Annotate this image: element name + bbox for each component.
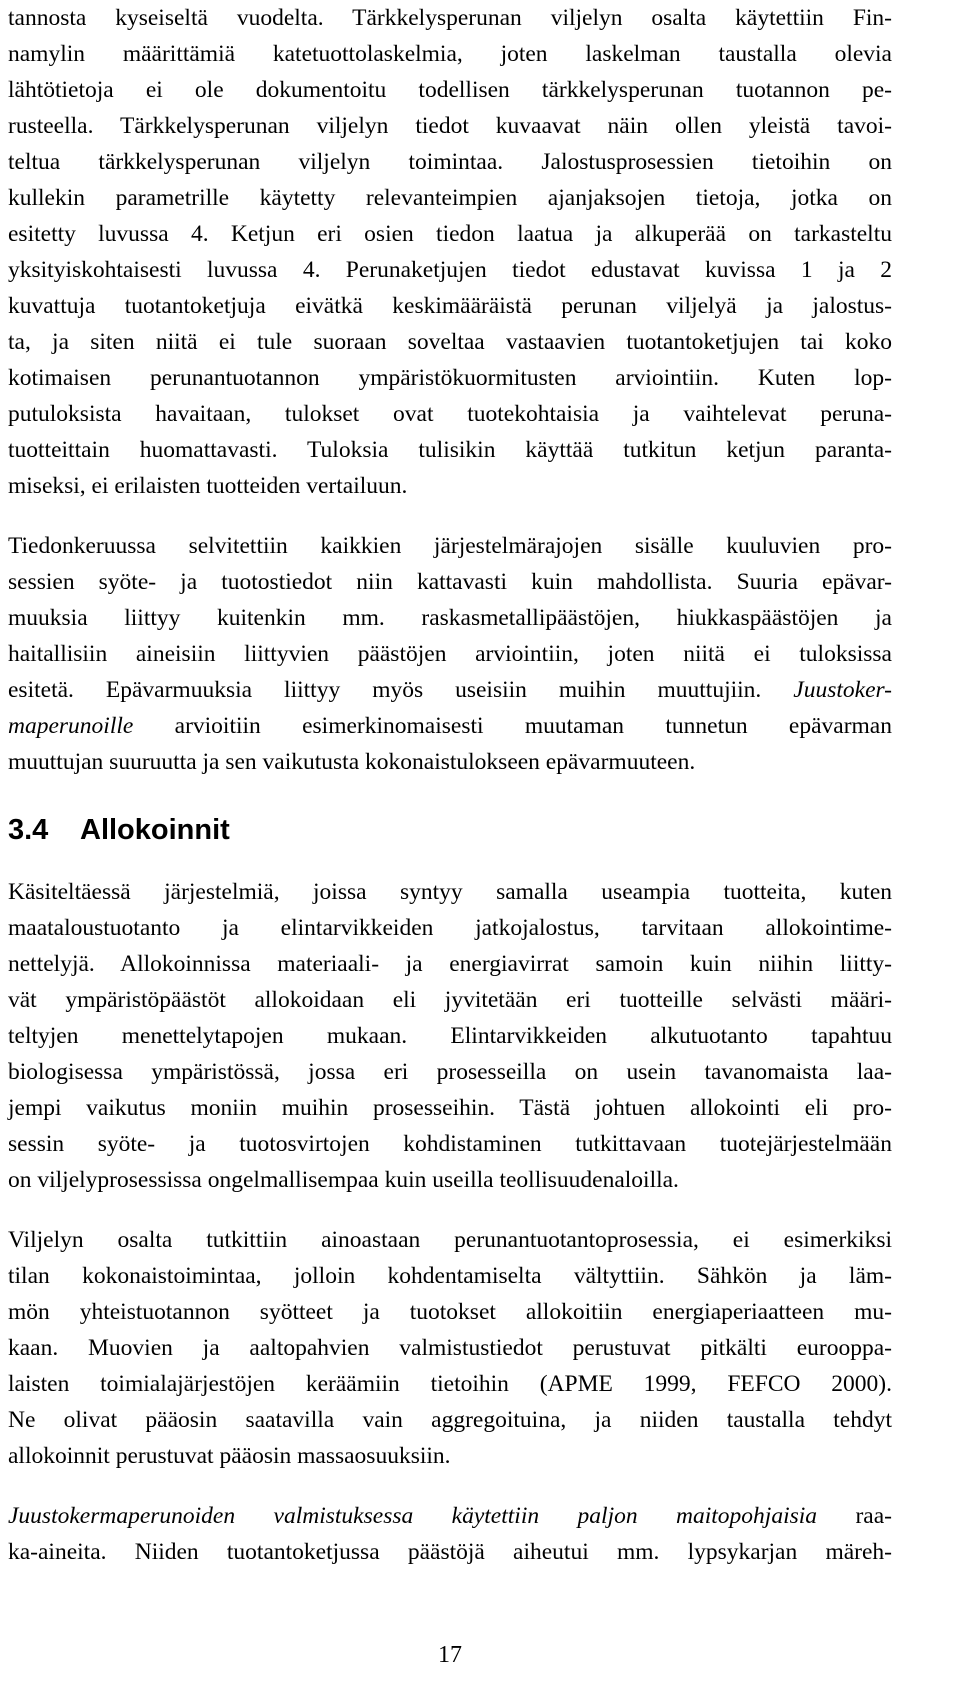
section-number: 3.4 [8,814,49,846]
text-line: ka-aineita. Niiden tuotantoketjussa päästöjä aiheutui mm. lypsykarjan märeh- [8,1539,892,1565]
text-line: lähtötietoja ei ole dokumentoitu todellisen tärkkelysperunan tuotannon pe- [8,77,892,103]
text-line: kuvattuja tuotantoketjuja eivätkä keskimääräistä perunan viljelyä ja jalostus- [8,293,892,319]
text-line: haitallisiin aineisiin liittyvien päästöjen arviointiin, joten niitä ei tuloksissa [8,641,892,667]
italic-text: Juustoker- [793,677,893,703]
text-line [8,1498,892,1534]
text-line: sessien syöte- ja tuotostiedot niin kattavasti kuin mahdollista. Suuria epävar- [8,569,892,595]
section-heading [8,810,230,850]
text-line: yksityiskohtaisesti luvussa 4. Perunaketjujen tiedot edustavat kuvissa 1 ja 2 [8,257,892,283]
text-line: sessin syöte- ja tuotosvirtojen kohdistaminen tutkittavaan tuotejärjestelmään [8,1131,892,1157]
italic-text: Juustokermaperunoiden valmistuksessa käytettiin paljon maitopohjaisia [8,1503,818,1529]
text-line: esitetty luvussa 4. Ketjun eri osien tiedon laatua ja alkuperää on tarkasteltu [8,221,892,247]
text-line: tuotteittain huomattavasti. Tuloksia tulisikin käyttää tutkitun ketjun paranta- [8,437,892,463]
text-line: Käsiteltäessä järjestelmiä, joissa syntyy samalla useampia tuotteita, kuten [8,879,892,905]
page-number: 17 [438,1642,462,1668]
text-line: rusteella. Tärkkelysperunan viljelyn tiedot kuvaavat näin ollen yleistä tavoi- [8,113,892,139]
text-line: putuloksista havaitaan, tulokset ovat tuotekohtaisia ja vaihtelevat peruna- [8,401,892,427]
text-line: teltyjen menettelytapojen mukaan. Elintarvikkeiden alkutuotanto tapahtuu [8,1023,892,1049]
text-line: jempi vaikutus moniin muihin prosesseihin. Tästä johtuen allokointi eli pro- [8,1095,892,1121]
text-line: muuksia liittyy kuitenkin mm. raskasmetallipäästöjen, hiukkaspäästöjen ja [8,605,892,631]
text-line [8,672,892,708]
text-line: tannosta kyseiseltä vuodelta. Tärkkelysperunan viljelyn osalta käytettiin Fin- [8,5,892,31]
text-line: kotimaisen perunantuotannon ympäristökuormitusten arviointiin. Kuten lop- [8,365,892,391]
text-run: raa- [855,1503,892,1529]
text-line: Ne olivat pääosin saatavilla vain aggregoituina, ja niiden taustalla tehdyt [8,1407,892,1433]
text-line: namylin määrittämiä katetuottolaskelmia, joten laskelman taustalla olevia [8,41,892,67]
text-line: on viljelyprosessissa ongelmallisempaa kuin useilla teollisuudenaloilla. [8,1167,679,1193]
text-line [8,708,892,744]
text-run: esitetä. Epävarmuuksia liittyy myös useisiin muihin muuttujiin. [8,677,762,703]
text-line: nettelyjä. Allokoinnissa materiaali- ja energiavirrat samoin kuin niihin liitty- [8,951,892,977]
text-line: maataloustuotanto ja elintarvikkeiden jatkojalostus, tarvitaan allokointime- [8,915,892,941]
text-line: Viljelyn osalta tutkittiin ainoastaan perunantuotantoprosessia, ei esimerkiksi [8,1227,892,1253]
text-line: kullekin parametrille käytetty relevanteimpien ajanjaksojen tietoja, jotka on [8,185,892,211]
section-title: Allokoinnit [80,814,230,846]
text-run: arvioitiin esimerkinomaisesti muutaman tunnetun epävarman [174,713,892,739]
text-line: Tiedonkeruussa selvitettiin kaikkien järjestelmärajojen sisälle kuuluvien pro- [8,533,892,559]
text-line: ta, ja siten niitä ei tule suoraan soveltaa vastaavien tuotantoketjujen tai koko [8,329,892,355]
text-line: laisten toimialajärjestöjen keräämiin tietoihin (APME 1999, FEFCO 2000). [8,1371,892,1397]
text-line: biologisessa ympäristössä, jossa eri prosesseilla on usein tavanomaista laa- [8,1059,892,1085]
text-line: vät ympäristöpäästöt allokoidaan eli jyvitetään eri tuotteille selvästi määri- [8,987,892,1013]
text-line: tilan kokonaistoimintaa, jolloin kohdentamiselta vältyttiin. Sähkön ja läm- [8,1263,892,1289]
italic-text: maperunoille [8,713,134,739]
text-line: teltua tärkkelysperunan viljelyn toimintaa. Jalostusprosessien tietoihin on [8,149,892,175]
text-line: miseksi, ei erilaisten tuotteiden vertailuun. [8,473,408,499]
text-line: mön yhteistuotannon syötteet ja tuotokset allokoitiin energiaperiaatteen mu- [8,1299,892,1325]
text-line: allokoinnit perustuvat pääosin massaosuuksiin. [8,1443,451,1469]
text-line: kaan. Muovien ja aaltopahvien valmistustiedot perustuvat pitkälti eurooppa- [8,1335,892,1361]
text-line: muuttujan suuruutta ja sen vaikutusta kokonaistulokseen epävarmuuteen. [8,749,696,775]
